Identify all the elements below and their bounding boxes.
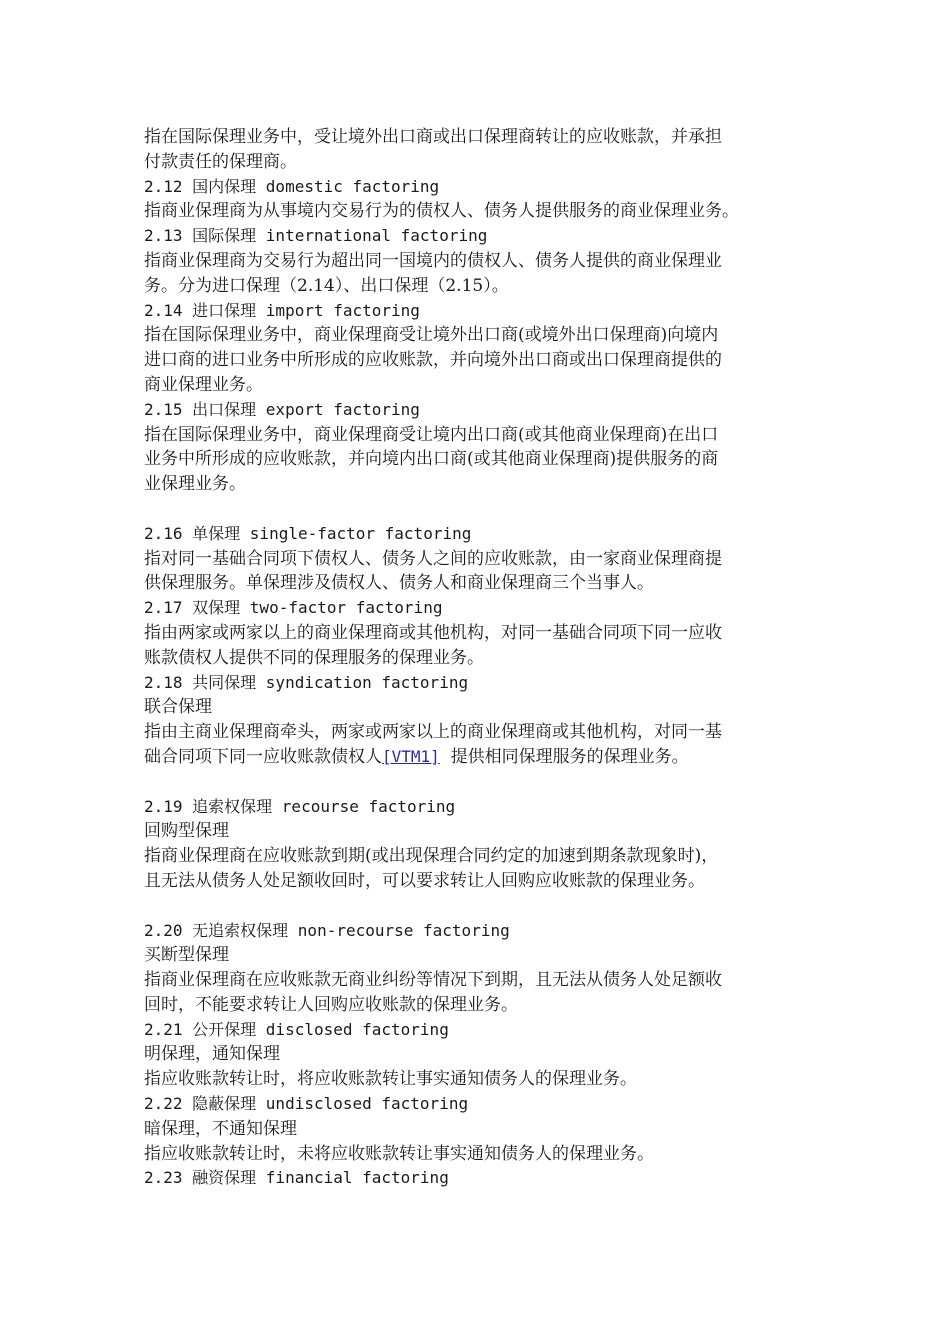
- paragraph-line: 指在国际保理业务中，商业保理商受让境外出口商(或境外出口保理商)向境内: [144, 325, 719, 346]
- paragraph-line-with-link: [144, 745, 824, 770]
- paragraph-line: 指由主商业保理商牵头，两家或两家以上的商业保理商或其他机构，对同一基: [144, 722, 722, 743]
- section-heading: 2.17 双保理 two-factor factoring: [144, 598, 443, 618]
- paragraph-line: 付款责任的保理商。: [144, 151, 297, 172]
- paragraph-line: 指对同一基础合同项下债权人、债务人之间的应收账款，由一家商业保理商提: [144, 548, 722, 569]
- paragraph-line: 业保理业务。: [144, 474, 246, 495]
- blank-line: [144, 770, 824, 795]
- paragraph-line: 务。分为进口保理（2.14）、出口保理（2.15）。: [144, 275, 509, 296]
- paragraph-line: 账款债权人提供不同的保理服务的保理业务。: [144, 647, 484, 668]
- section-heading: 2.12 国内保理 domestic factoring: [144, 176, 440, 196]
- paragraph-line: 联合保理: [144, 697, 212, 718]
- paragraph-line: 回购型保理: [144, 821, 229, 842]
- paragraph-line: 指由两家或两家以上的商业保理商或其他机构，对同一基础合同项下同一应收: [144, 622, 722, 643]
- paragraph-line: 供保理服务。单保理涉及债权人、债务人和商业保理商三个当事人。: [144, 573, 654, 594]
- paragraph-text: 提供相同保理服务的保理业务。: [439, 746, 689, 767]
- paragraph-line: 且无法从债务人处足额收回时，可以要求转让人回购应收账款的保理业务。: [144, 870, 705, 891]
- section-heading: 2.15 出口保理 export factoring: [144, 399, 420, 419]
- paragraph-line: 指商业保理商在应收账款到期(或出现保理合同约定的加速到期条款现象时)，: [144, 846, 719, 867]
- section-heading: 2.19 追索权保理 recourse factoring: [144, 796, 456, 816]
- document-body: [144, 125, 824, 1191]
- paragraph-line: 明保理，通知保理: [144, 1044, 280, 1065]
- section-heading: 2.18 共同保理 syndication factoring: [144, 672, 469, 692]
- paragraph-line: 指在国际保理业务中，商业保理商受让境内出口商(或其他商业保理商)在出口: [144, 424, 719, 445]
- paragraph-line: 指商业保理商为交易行为超出同一国境内的债权人、债务人提供的商业保理业: [144, 250, 722, 271]
- section-heading: 2.21 公开保理 disclosed factoring: [144, 1019, 449, 1039]
- paragraph-line: 买断型保理: [144, 945, 229, 966]
- comment-reference-link[interactable]: [VTM1]: [382, 746, 440, 766]
- paragraph-line: 指应收账款转让时，未将应收账款转让事实通知债务人的保理业务。: [144, 1143, 654, 1164]
- paragraph-line: 指应收账款转让时，将应收账款转让事实通知债务人的保理业务。: [144, 1069, 637, 1090]
- paragraph-line: 进口商的进口业务中所形成的应收账款，并向境外出口商或出口保理商提供的: [144, 350, 722, 371]
- paragraph-line: 指商业保理商为从事境内交易行为的债权人、债务人提供服务的商业保理业务。: [144, 201, 739, 222]
- section-heading: 2.13 国际保理 international factoring: [144, 226, 488, 246]
- section-heading: 2.16 单保理 single-factor factoring: [144, 523, 472, 543]
- paragraph-line: 暗保理，不通知保理: [144, 1118, 297, 1139]
- paragraph-line: 回时，不能要求转让人回购应收账款的保理业务。: [144, 994, 518, 1015]
- paragraph-line: 业务中所形成的应收账款，并向境内出口商(或其他商业保理商)提供服务的商: [144, 449, 719, 470]
- paragraph-text: 础合同项下同一应收账款债权人: [144, 746, 382, 767]
- paragraph-line: 指在国际保理业务中，受让境外出口商或出口保理商转让的应收账款，并承担: [144, 127, 722, 147]
- section-heading: 2.14 进口保理 import factoring: [144, 300, 420, 320]
- section-heading: 2.22 隐蔽保理 undisclosed factoring: [144, 1094, 469, 1114]
- blank-line: [144, 894, 824, 919]
- paragraph-line: 指商业保理商在应收账款无商业纠纷等情况下到期，且无法从债务人处足额收: [144, 970, 722, 991]
- blank-line: [144, 497, 824, 522]
- section-heading: 2.23 融资保理 financial factoring: [144, 1168, 449, 1188]
- paragraph-line: 商业保理业务。: [144, 374, 263, 395]
- section-heading: 2.20 无追索权保理 non-recourse factoring: [144, 920, 510, 940]
